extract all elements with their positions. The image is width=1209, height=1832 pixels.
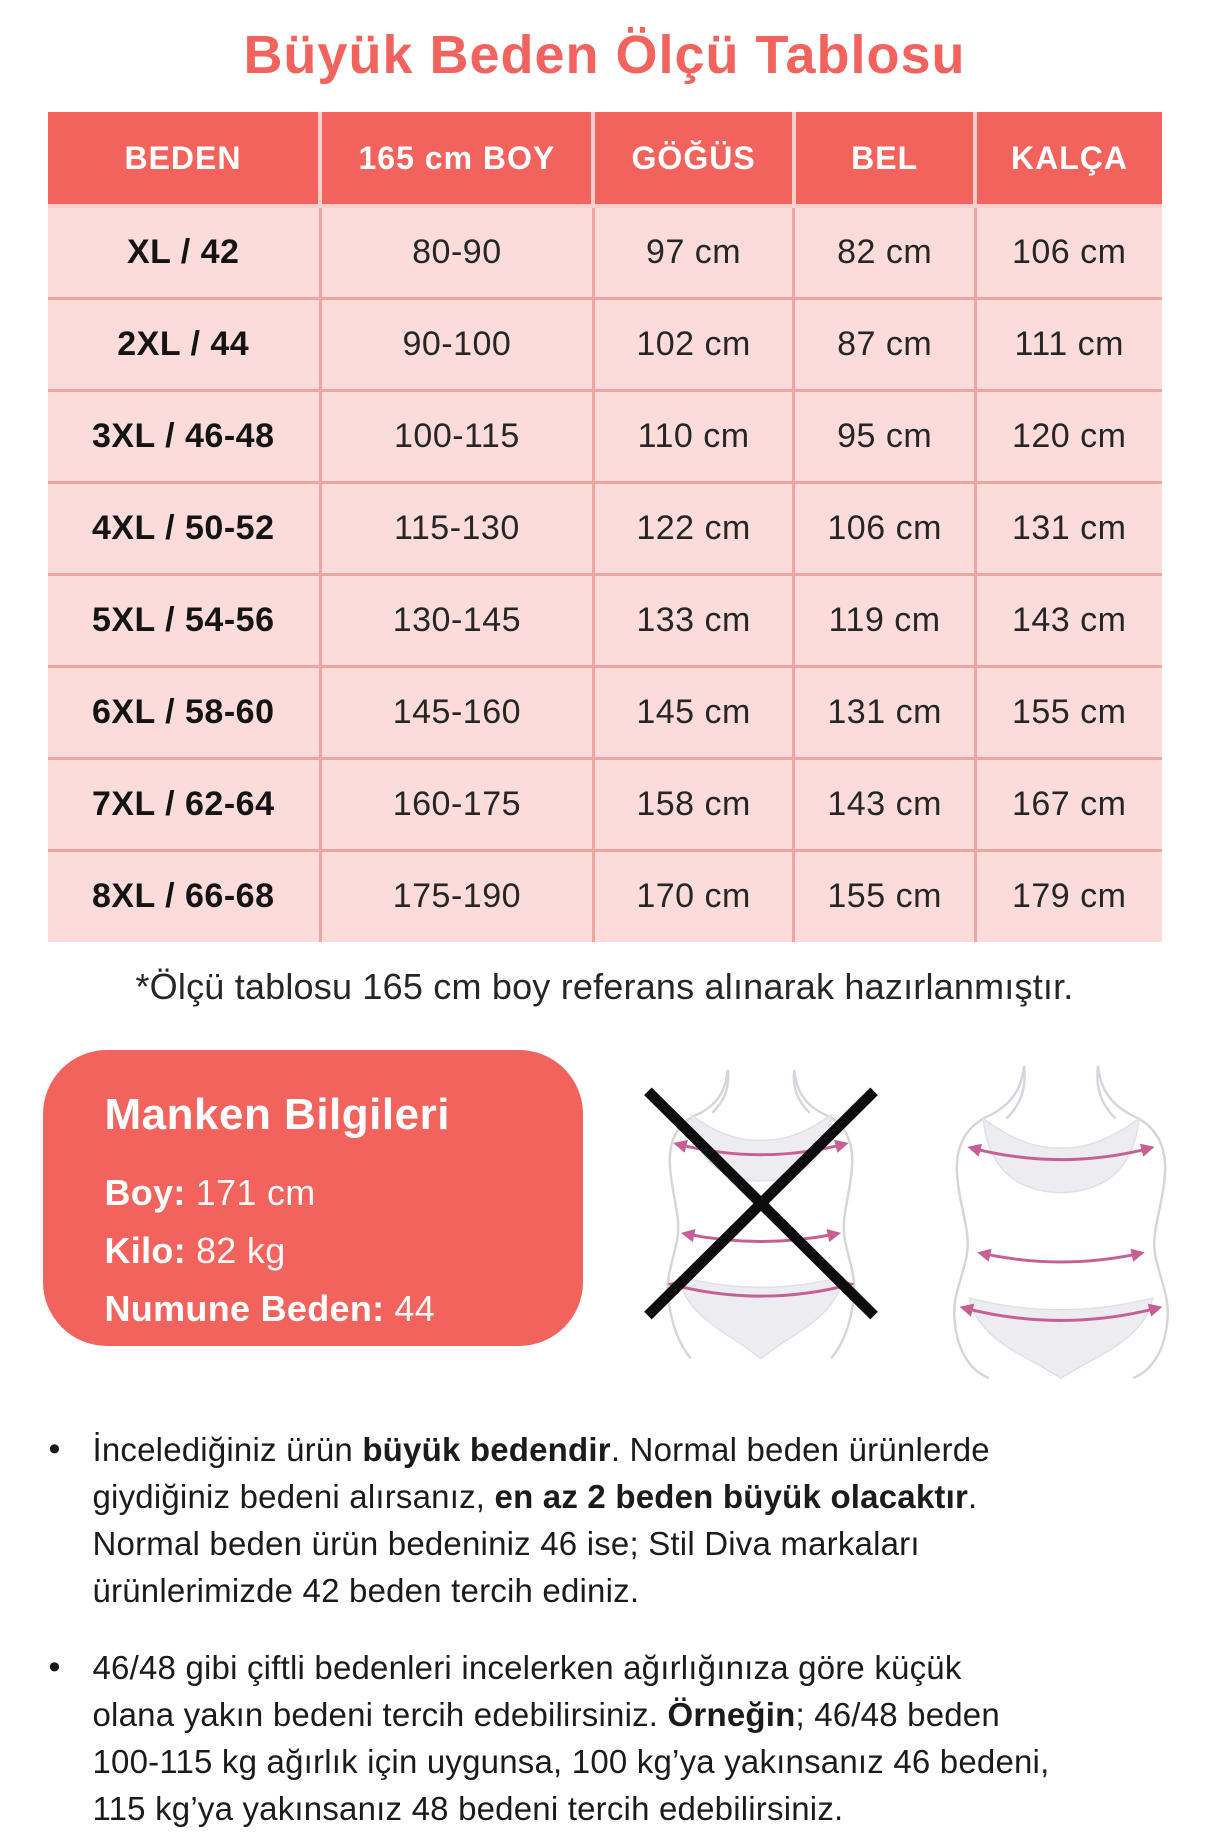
kalca-value: 111 cm (975, 298, 1161, 390)
model-info-section (43, 1050, 1205, 1378)
model-height-value: 171 cm (196, 1172, 316, 1213)
table-row (48, 666, 1162, 758)
size-label: XL / 42 (48, 206, 321, 298)
gogus-value: 170 cm (593, 850, 794, 942)
boy-value: 90-100 (320, 298, 593, 390)
model-sample-size-value: 44 (394, 1288, 435, 1329)
model-height-row (105, 1172, 553, 1214)
table-row (48, 574, 1162, 666)
gogus-value: 97 cm (593, 206, 794, 298)
col-header-boy: 165 cm BOY (320, 112, 593, 206)
model-height-label: Boy: (105, 1172, 186, 1213)
note-text: 46/48 gibi çiftli bedenleri incelerken ağırlığınıza göre küçük olana yakın bedeni tercih edebilirsiniz. Örneğin; 46/48 beden 100-115 kg ağırlık için uygunsa, 100 kg’ya yakınsanız 46 bedeni, 115 kg’ya yakınsanız 48 bedeni tercih edebilirsiniz. (93, 1644, 1050, 1832)
boy-value: 145-160 (320, 666, 593, 758)
kalca-value: 131 cm (975, 482, 1161, 574)
size-label: 4XL / 50-52 (48, 482, 321, 574)
bel-value: 155 cm (794, 850, 976, 942)
boy-value: 130-145 (320, 574, 593, 666)
bel-value: 143 cm (794, 758, 976, 850)
gogus-value: 145 cm (593, 666, 794, 758)
model-sample-size-label: Numune Beden: (105, 1288, 385, 1329)
table-row (48, 298, 1162, 390)
table-footnote: *Ölçü tablosu 165 cm boy referans alınarak hazırlanmıştır. (5, 966, 1205, 1008)
model-weight-label: Kilo: (105, 1230, 186, 1271)
table-row (48, 482, 1162, 574)
table-row (48, 850, 1162, 942)
model-info-card (43, 1050, 583, 1346)
col-header-kalca: KALÇA (975, 112, 1161, 206)
boy-value: 100-115 (320, 390, 593, 482)
kalca-value: 106 cm (975, 206, 1161, 298)
table-row (48, 758, 1162, 850)
model-weight-row (105, 1230, 553, 1272)
bel-value: 119 cm (794, 574, 976, 666)
gogus-value: 158 cm (593, 758, 794, 850)
measurement-figures (611, 1066, 1209, 1378)
gogus-value: 133 cm (593, 574, 794, 666)
bel-value: 106 cm (794, 482, 976, 574)
notes-list (49, 1426, 1165, 1832)
bel-value: 82 cm (794, 206, 976, 298)
waist-measure-line (981, 1253, 1141, 1262)
model-weight-value: 82 kg (196, 1230, 286, 1271)
model-info-title: Manken Bilgileri (105, 1090, 553, 1140)
bullet-icon: • (49, 1644, 93, 1832)
size-table (48, 112, 1162, 942)
page-title: Büyük Beden Ölçü Tablosu (5, 0, 1205, 86)
col-header-beden: BEDEN (48, 112, 321, 206)
gogus-value: 122 cm (593, 482, 794, 574)
note-item (49, 1644, 1165, 1832)
boy-value: 80-90 (320, 206, 593, 298)
bel-value: 95 cm (794, 390, 976, 482)
plus-size-figure (911, 1066, 1209, 1378)
kalca-value: 143 cm (975, 574, 1161, 666)
bel-value: 87 cm (794, 298, 976, 390)
gogus-value: 102 cm (593, 298, 794, 390)
table-header-row (48, 112, 1162, 206)
crossed-out-slim-figure (611, 1066, 911, 1378)
bel-value: 131 cm (794, 666, 976, 758)
table-row (48, 206, 1162, 298)
model-sample-size-row (105, 1288, 553, 1330)
size-label: 5XL / 54-56 (48, 574, 321, 666)
kalca-value: 167 cm (975, 758, 1161, 850)
boy-value: 115-130 (320, 482, 593, 574)
size-label: 7XL / 62-64 (48, 758, 321, 850)
kalca-value: 179 cm (975, 850, 1161, 942)
col-header-bel: BEL (794, 112, 976, 206)
note-text: İncelediğiniz ürün büyük bedendir. Normal beden ürünlerde giydiğiniz bedeni alırsanız, en az 2 beden büyük olacaktır. Normal beden ürün bedeniniz 46 ise; Stil Diva markaları ürünlerimizde 42 beden tercih ediniz. (93, 1426, 990, 1614)
table-row (48, 390, 1162, 482)
size-label: 8XL / 66-68 (48, 850, 321, 942)
size-chart-page (5, 0, 1205, 1800)
boy-value: 175-190 (320, 850, 593, 942)
figure-underwear (969, 1119, 1152, 1378)
gogus-value: 110 cm (593, 390, 794, 482)
boy-value: 160-175 (320, 758, 593, 850)
kalca-value: 155 cm (975, 666, 1161, 758)
waist-measure-line (684, 1234, 836, 1242)
note-item (49, 1426, 1165, 1614)
bullet-icon: • (49, 1426, 93, 1614)
x-mark (647, 1091, 873, 1315)
col-header-gogus: GÖĞÜS (593, 112, 794, 206)
size-label: 6XL / 58-60 (48, 666, 321, 758)
size-label: 2XL / 44 (48, 298, 321, 390)
kalca-value: 120 cm (975, 390, 1161, 482)
size-label: 3XL / 46-48 (48, 390, 321, 482)
